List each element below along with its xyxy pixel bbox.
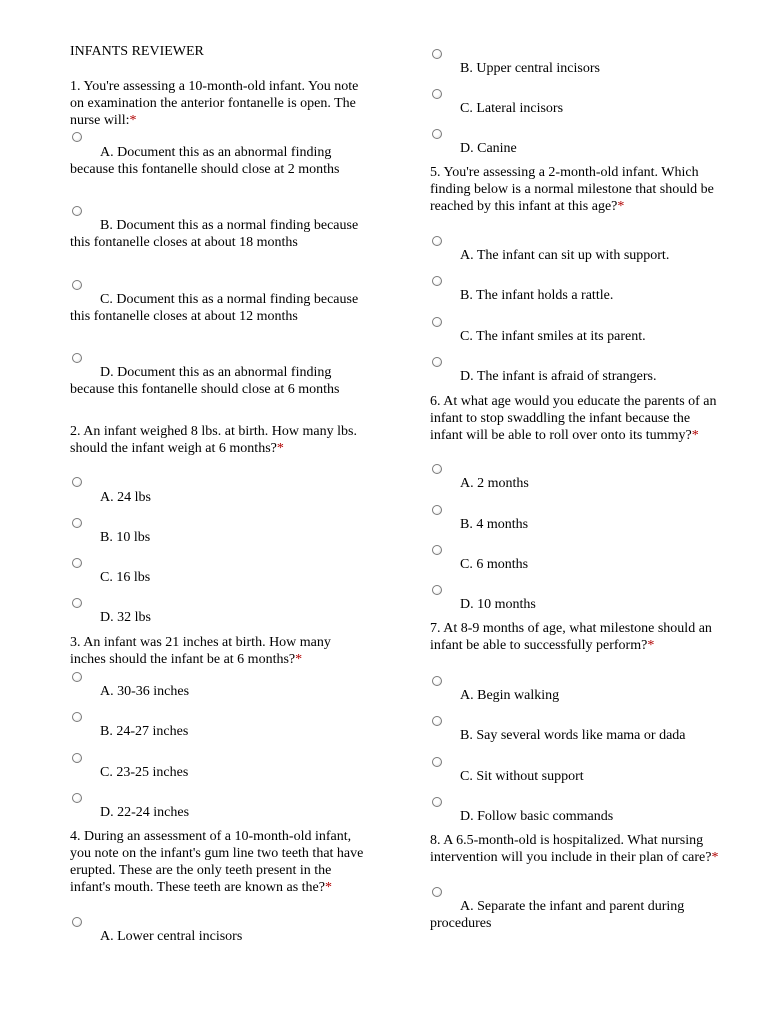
option-q2-c[interactable] bbox=[70, 553, 370, 586]
question-5 bbox=[430, 164, 720, 215]
option-label: A. 2 months bbox=[460, 476, 529, 491]
option-q6-d[interactable] bbox=[430, 580, 720, 613]
option-q1-c[interactable] bbox=[70, 275, 370, 325]
question-text: 1. You're assessing a 10-month-old infant. You note on examination the anterior fontanelle is open. The nurse will: bbox=[70, 79, 359, 128]
option-q7-a[interactable] bbox=[430, 671, 720, 704]
required-marker: * bbox=[617, 199, 625, 214]
option-q1-b[interactable] bbox=[70, 201, 370, 251]
question-1 bbox=[70, 78, 370, 129]
option-label: C. Sit without support bbox=[460, 769, 584, 784]
option-label: D. Document this as an abnormal finding because this fontanelle should close at 6 months bbox=[70, 365, 340, 397]
required-marker: * bbox=[647, 638, 655, 653]
question-text: 3. An infant was 21 inches at birth. How many inches should the infant be at 6 months? bbox=[70, 635, 331, 667]
required-marker: * bbox=[691, 428, 699, 443]
option-q5-c[interactable] bbox=[430, 312, 720, 345]
radio-button[interactable] bbox=[72, 280, 82, 290]
option-q3-c[interactable] bbox=[70, 748, 370, 781]
option-q7-b[interactable] bbox=[430, 711, 720, 744]
option-q2-a[interactable] bbox=[70, 473, 370, 506]
radio-button[interactable] bbox=[432, 464, 442, 474]
radio-button[interactable] bbox=[432, 797, 442, 807]
radio-button[interactable] bbox=[72, 206, 82, 216]
radio-button[interactable] bbox=[432, 89, 442, 99]
radio-button[interactable] bbox=[72, 598, 82, 608]
option-q7-c[interactable] bbox=[430, 752, 720, 785]
required-marker: * bbox=[276, 441, 284, 456]
radio-button[interactable] bbox=[432, 49, 442, 59]
option-q6-a[interactable] bbox=[430, 459, 720, 492]
question-7 bbox=[430, 620, 720, 654]
option-label: A. 30-36 inches bbox=[100, 684, 190, 699]
radio-button[interactable] bbox=[72, 132, 82, 142]
option-q1-a[interactable] bbox=[70, 128, 370, 178]
radio-button[interactable] bbox=[432, 676, 442, 686]
option-label: C. 16 lbs bbox=[100, 570, 151, 585]
radio-button[interactable] bbox=[72, 917, 82, 927]
option-label: D. 10 months bbox=[460, 597, 536, 612]
option-label: C. 6 months bbox=[460, 557, 529, 572]
option-q5-d[interactable] bbox=[430, 352, 720, 385]
option-label: C. Lateral incisors bbox=[460, 101, 564, 116]
question-8 bbox=[430, 832, 720, 866]
option-q4-d[interactable] bbox=[430, 124, 720, 157]
radio-button[interactable] bbox=[72, 558, 82, 568]
option-label: D. 32 lbs bbox=[100, 610, 151, 625]
required-marker: * bbox=[295, 652, 303, 667]
option-label: B. The infant holds a rattle. bbox=[460, 288, 614, 303]
required-marker: * bbox=[711, 850, 719, 865]
option-label: A. Begin walking bbox=[460, 688, 560, 703]
question-4 bbox=[70, 828, 370, 896]
option-q6-b[interactable] bbox=[430, 500, 720, 533]
option-label: B. 10 lbs bbox=[100, 530, 151, 545]
option-label: D. Follow basic commands bbox=[460, 809, 614, 824]
radio-button[interactable] bbox=[72, 793, 82, 803]
radio-button[interactable] bbox=[432, 505, 442, 515]
option-q5-b[interactable] bbox=[430, 271, 720, 304]
option-q7-d[interactable] bbox=[430, 792, 720, 825]
radio-button[interactable] bbox=[432, 887, 442, 897]
option-label: A. Document this as an abnormal finding because this fontanelle should close at 2 months bbox=[70, 145, 340, 177]
option-label: A. Separate the infant and parent during procedures bbox=[430, 899, 685, 931]
radio-button[interactable] bbox=[72, 712, 82, 722]
option-label: D. 22-24 inches bbox=[100, 805, 190, 820]
radio-button[interactable] bbox=[432, 129, 442, 139]
option-q4-b[interactable] bbox=[430, 44, 720, 77]
option-q3-d[interactable] bbox=[70, 788, 370, 821]
question-text: 7. At 8-9 months of age, what milestone should an infant be able to successfully perform? bbox=[430, 621, 712, 653]
radio-button[interactable] bbox=[432, 276, 442, 286]
question-2 bbox=[70, 423, 370, 457]
option-q5-a[interactable] bbox=[430, 231, 720, 264]
radio-button[interactable] bbox=[432, 716, 442, 726]
question-text: 4. During an assessment of a 10-month-old infant, you note on the infant's gum line two teeth that have erupted. These are the only teeth present in the infant's mouth. These teeth are known as the? bbox=[70, 829, 364, 895]
question-text: 2. An infant weighed 8 lbs. at birth. How many lbs. should the infant weigh at 6 months? bbox=[70, 424, 357, 456]
option-label: B. 4 months bbox=[460, 517, 529, 532]
option-label: C. 23-25 inches bbox=[100, 765, 189, 780]
radio-button[interactable] bbox=[432, 585, 442, 595]
radio-button[interactable] bbox=[72, 672, 82, 682]
option-q4-c[interactable] bbox=[430, 84, 720, 117]
page-title: INFANTS REVIEWER bbox=[70, 44, 204, 59]
option-label: D. Canine bbox=[460, 141, 517, 156]
radio-button[interactable] bbox=[432, 357, 442, 367]
option-label: A. 24 lbs bbox=[100, 490, 151, 505]
question-text: 8. A 6.5-month-old is hospitalized. What nursing intervention will you include in their plan of care? bbox=[430, 833, 712, 865]
option-q2-d[interactable] bbox=[70, 593, 370, 626]
required-marker: * bbox=[324, 880, 332, 895]
option-label: B. Say several words like mama or dada bbox=[460, 728, 686, 743]
option-q8-a[interactable] bbox=[430, 882, 720, 932]
option-label: A. Lower central incisors bbox=[100, 929, 243, 944]
radio-button[interactable] bbox=[432, 317, 442, 327]
option-label: A. The infant can sit up with support. bbox=[460, 248, 670, 263]
option-label: D. The infant is afraid of strangers. bbox=[460, 369, 657, 384]
question-text: 6. At what age would you educate the parents of an infant to stop swaddling the infant because the infant will be able to roll over onto its tummy? bbox=[430, 394, 717, 443]
option-label: B. Document this as a normal finding because this fontanelle closes at about 18 months bbox=[70, 218, 359, 250]
question-6 bbox=[430, 393, 720, 444]
option-q2-b[interactable] bbox=[70, 513, 370, 546]
option-label: B. Upper central incisors bbox=[460, 61, 600, 76]
option-q3-b[interactable] bbox=[70, 707, 370, 740]
question-3 bbox=[70, 634, 370, 668]
required-marker: * bbox=[129, 113, 137, 128]
option-q3-a[interactable] bbox=[70, 667, 370, 700]
radio-button[interactable] bbox=[432, 545, 442, 555]
option-q4-a[interactable] bbox=[70, 912, 370, 945]
option-q1-d[interactable] bbox=[70, 348, 370, 398]
radio-button[interactable] bbox=[72, 753, 82, 763]
option-label: C. The infant smiles at its parent. bbox=[460, 329, 646, 344]
radio-button[interactable] bbox=[72, 353, 82, 363]
option-q6-c[interactable] bbox=[430, 540, 720, 573]
option-label: C. Document this as a normal finding because this fontanelle closes at about 12 months bbox=[70, 292, 359, 324]
radio-button[interactable] bbox=[72, 518, 82, 528]
radio-button[interactable] bbox=[72, 477, 82, 487]
radio-button[interactable] bbox=[432, 236, 442, 246]
option-label: B. 24-27 inches bbox=[100, 724, 189, 739]
question-text: 5. You're assessing a 2-month-old infant. Which finding below is a normal milestone that should be reached by this infant at this age? bbox=[430, 165, 714, 214]
radio-button[interactable] bbox=[432, 757, 442, 767]
